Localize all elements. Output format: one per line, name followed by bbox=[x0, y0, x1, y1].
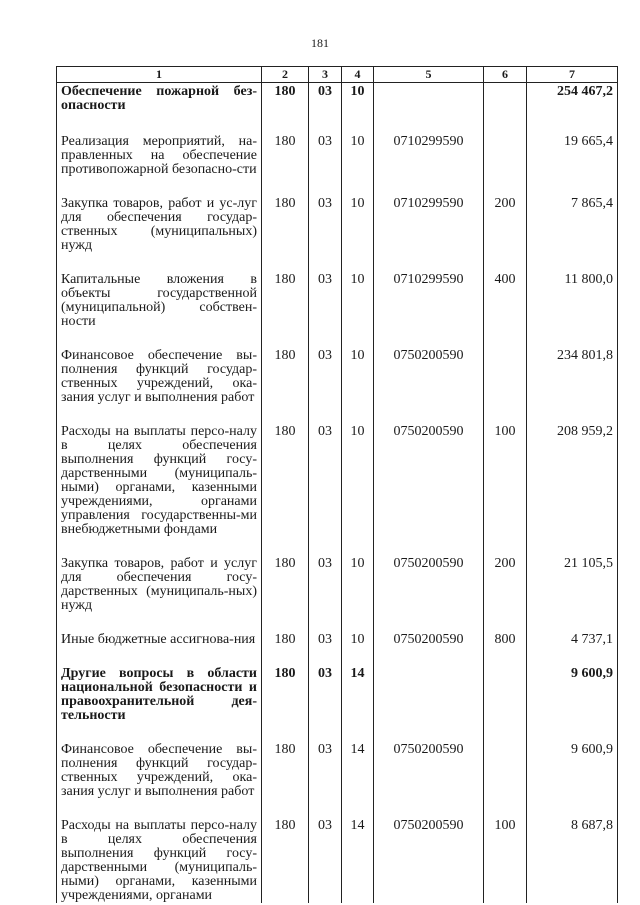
row-admin: 180 bbox=[262, 423, 309, 537]
row-target bbox=[374, 83, 484, 114]
table-row bbox=[57, 133, 618, 177]
row-name: Расходы на выплаты персо-налу в целях обеспечения выполнения функций госу-дарственными (муниципаль-ными) органами, казенными учреждениями, органами управления государственны-ми внебюджетными фондами bbox=[57, 423, 262, 537]
row-type: 100 bbox=[484, 817, 527, 903]
row-target: 0750200590 bbox=[374, 817, 484, 903]
row-section: 03 bbox=[309, 271, 342, 329]
row-amount: 9 600,9 bbox=[527, 741, 618, 799]
table-row bbox=[57, 83, 618, 114]
row-target: 0750200590 bbox=[374, 423, 484, 537]
row-admin: 180 bbox=[262, 271, 309, 329]
row-amount: 11 800,0 bbox=[527, 271, 618, 329]
row-subsection: 10 bbox=[342, 423, 374, 537]
row-target: 0710299590 bbox=[374, 271, 484, 329]
row-admin: 180 bbox=[262, 83, 309, 114]
row-subsection: 10 bbox=[342, 195, 374, 253]
row-type bbox=[484, 347, 527, 405]
row-amount: 4 737,1 bbox=[527, 631, 618, 647]
row-admin: 180 bbox=[262, 741, 309, 799]
row-target: 0710299590 bbox=[374, 133, 484, 177]
row-admin: 180 bbox=[262, 665, 309, 723]
table-row bbox=[57, 195, 618, 253]
column-header: 1 bbox=[57, 67, 262, 83]
column-header: 2 bbox=[262, 67, 309, 83]
row-type bbox=[484, 133, 527, 177]
row-subsection: 10 bbox=[342, 271, 374, 329]
row-admin: 180 bbox=[262, 555, 309, 613]
row-subsection: 14 bbox=[342, 741, 374, 799]
row-name: Другие вопросы в области национальной безопасности и правоохранительной дея-тельности bbox=[57, 665, 262, 723]
row-type: 200 bbox=[484, 195, 527, 253]
row-target: 0710299590 bbox=[374, 195, 484, 253]
row-target: 0750200590 bbox=[374, 555, 484, 613]
row-admin: 180 bbox=[262, 347, 309, 405]
row-type: 100 bbox=[484, 423, 527, 537]
row-target bbox=[374, 665, 484, 723]
row-amount: 7 865,4 bbox=[527, 195, 618, 253]
budget-table bbox=[56, 66, 618, 903]
row-subsection: 10 bbox=[342, 83, 374, 114]
row-name: Обеспечение пожарной без-опасности bbox=[57, 83, 262, 114]
row-section: 03 bbox=[309, 741, 342, 799]
row-subsection: 10 bbox=[342, 347, 374, 405]
row-subsection: 14 bbox=[342, 817, 374, 903]
row-subsection: 10 bbox=[342, 631, 374, 647]
row-admin: 180 bbox=[262, 631, 309, 647]
table-row bbox=[57, 555, 618, 613]
row-subsection: 10 bbox=[342, 555, 374, 613]
row-section: 03 bbox=[309, 817, 342, 903]
row-target: 0750200590 bbox=[374, 347, 484, 405]
row-type: 400 bbox=[484, 271, 527, 329]
row-section: 03 bbox=[309, 423, 342, 537]
table-body bbox=[57, 83, 618, 904]
table-row bbox=[57, 741, 618, 799]
row-amount: 208 959,2 bbox=[527, 423, 618, 537]
table-row bbox=[57, 665, 618, 723]
row-name: Финансовое обеспечение вы-полнения функций государ-ственных учреждений, ока-зания услуг и выполнения работ bbox=[57, 347, 262, 405]
row-name: Закупка товаров, работ и услуг для обеспечения госу-дарственных (муниципаль-ных) нужд bbox=[57, 555, 262, 613]
row-admin: 180 bbox=[262, 817, 309, 903]
table-row bbox=[57, 631, 618, 647]
row-section: 03 bbox=[309, 195, 342, 253]
column-header: 7 bbox=[527, 67, 618, 83]
row-section: 03 bbox=[309, 555, 342, 613]
row-amount: 254 467,2 bbox=[527, 83, 618, 114]
table-row bbox=[57, 423, 618, 537]
row-amount: 234 801,8 bbox=[527, 347, 618, 405]
row-subsection: 14 bbox=[342, 665, 374, 723]
page-number: 181 bbox=[311, 36, 329, 50]
row-name: Расходы на выплаты персо-налу в целях обеспечения выполнения функций госу-дарственными (муниципаль-ными) органами, казенными учреждениями, органами bbox=[57, 817, 262, 903]
row-type bbox=[484, 665, 527, 723]
row-section: 03 bbox=[309, 665, 342, 723]
table-row bbox=[57, 271, 618, 329]
row-section: 03 bbox=[309, 83, 342, 114]
row-target: 0750200590 bbox=[374, 741, 484, 799]
row-name: Капитальные вложения в объекты государственной (муниципальной) собствен-ности bbox=[57, 271, 262, 329]
row-section: 03 bbox=[309, 347, 342, 405]
row-subsection: 10 bbox=[342, 133, 374, 177]
row-section: 03 bbox=[309, 133, 342, 177]
row-type bbox=[484, 83, 527, 114]
table-header-row bbox=[57, 67, 618, 83]
table-row bbox=[57, 817, 618, 903]
column-header: 6 bbox=[484, 67, 527, 83]
table-row bbox=[57, 347, 618, 405]
row-name: Финансовое обеспечение вы-полнения функций государ-ственных учреждений, ока-зания услуг и выполнения работ bbox=[57, 741, 262, 799]
row-name: Иные бюджетные ассигнова-ния bbox=[57, 631, 262, 647]
row-type: 200 bbox=[484, 555, 527, 613]
row-admin: 180 bbox=[262, 195, 309, 253]
row-amount: 8 687,8 bbox=[527, 817, 618, 903]
column-header: 4 bbox=[342, 67, 374, 83]
row-name: Реализация мероприятий, на-правленных на обеспечение противопожарной безопасно-сти bbox=[57, 133, 262, 177]
row-section: 03 bbox=[309, 631, 342, 647]
row-amount: 19 665,4 bbox=[527, 133, 618, 177]
column-header: 5 bbox=[374, 67, 484, 83]
column-header: 3 bbox=[309, 67, 342, 83]
row-amount: 9 600,9 bbox=[527, 665, 618, 723]
row-type: 800 bbox=[484, 631, 527, 647]
row-admin: 180 bbox=[262, 133, 309, 177]
row-amount: 21 105,5 bbox=[527, 555, 618, 613]
row-target: 0750200590 bbox=[374, 631, 484, 647]
row-name: Закупка товаров, работ и ус-луг для обеспечения государ-ственных (муниципальных) нужд bbox=[57, 195, 262, 253]
row-type bbox=[484, 741, 527, 799]
